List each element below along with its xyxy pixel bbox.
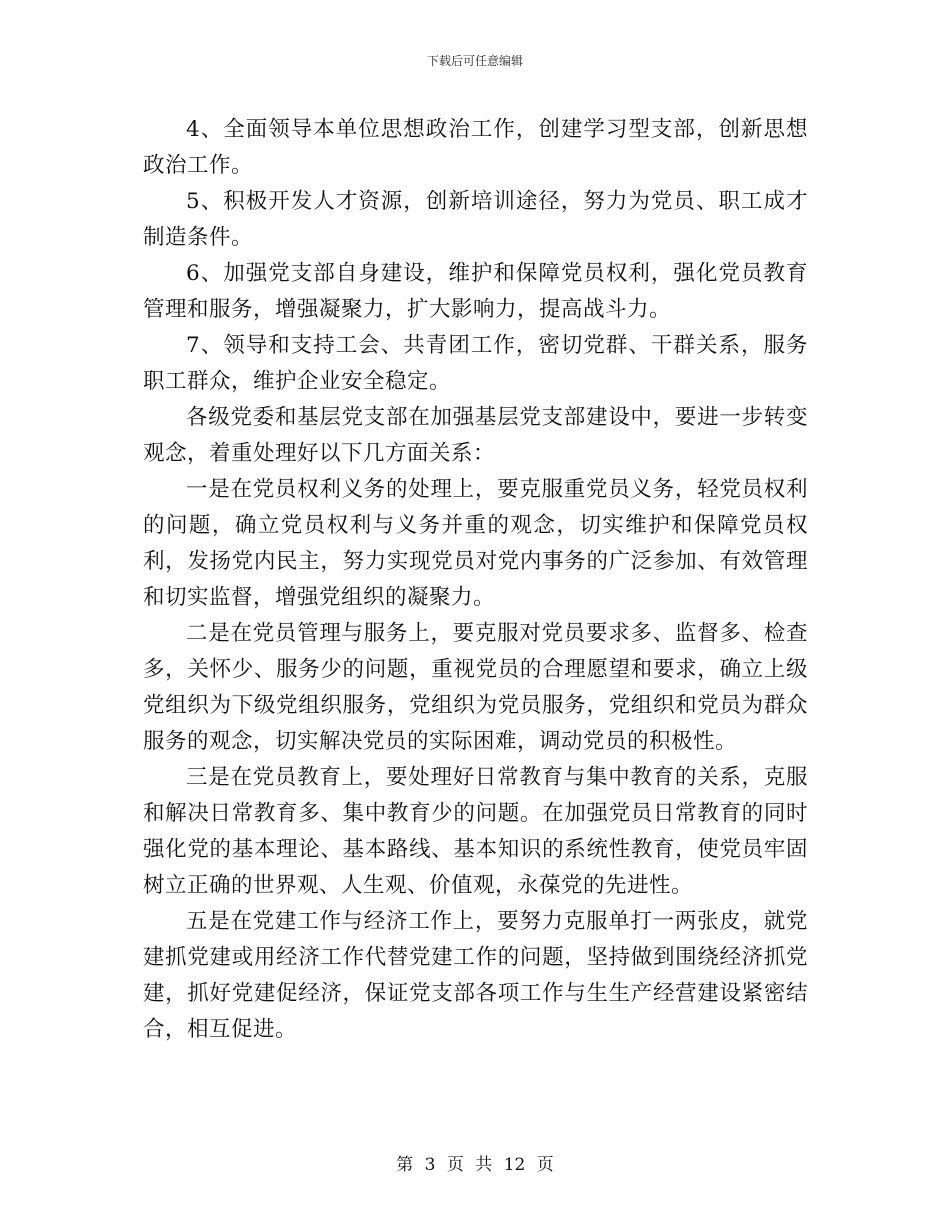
page-number-footer: 第 3 页 共 12 页 (396, 1155, 554, 1175)
page-header-note: 下载后可任意编辑 (426, 54, 523, 68)
paragraph-relations-intro: 各级党委和基层党支部在加强基层党支部建设中，要进一步转变观念，着重处理好以下几方面关系： (143, 405, 808, 466)
document-body (143, 112, 808, 1048)
paragraph-item-4: 4、全面领导本单位思想政治工作，创建学习型支部，创新思想政治工作。 (143, 117, 808, 178)
paragraph-party-economy: 五是在党建工作与经济工作上，要努力克服单打一两张皮，就党建抓党建或用经济工作代替党建工作的问题，坚持做到围绕经济抓党建，抓好党建促经济，保证党支部各项工作与生生产经营建设紧密结合，相互促进。 (143, 909, 808, 1042)
paragraph-item-7: 7、领导和支持工会、共青团工作，密切党群、干群关系，服务职工群众，维护企业安全稳定。 (143, 333, 808, 394)
paragraph-item-5: 5、积极开发人才资源，创新培训途径，努力为党员、职工成才制造条件。 (143, 189, 808, 250)
paragraph-rights-duties: 一是在党员权利义务的处理上，要克服重党员义务，轻党员权利的问题，确立党员权利与义务并重的观念，切实维护和保障党员权利，发扬党内民主，努力实现党员对党内事务的广泛参加、有效管理和切实监督，增强党组织的凝聚力。 (143, 477, 808, 610)
paragraph-item-6: 6、加强党支部自身建设，维护和保障党员权利，强化党员教育管理和服务，增强凝聚力，扩大影响力，提高战斗力。 (143, 261, 808, 322)
paragraph-management-service: 二是在党员管理与服务上，要克服对党员要求多、监督多、检查多，关怀少、服务少的问题，重视党员的合理愿望和要求，确立上级党组织为下级党组织服务，党组织为党员服务，党组织和党员为群众服务的观念，切实解决党员的实际困难，调动党员的积极性。 (143, 621, 808, 754)
paragraph-member-education: 三是在党员教育上，要处理好日常教育与集中教育的关系，克服和解决日常教育多、集中教育少的问题。在加强党员日常教育的同时强化党的基本理论、基本路线、基本知识的系统性教育，使党员牢固树立正确的世界观、人生观、价值观，永葆党的先进性。 (143, 765, 808, 898)
